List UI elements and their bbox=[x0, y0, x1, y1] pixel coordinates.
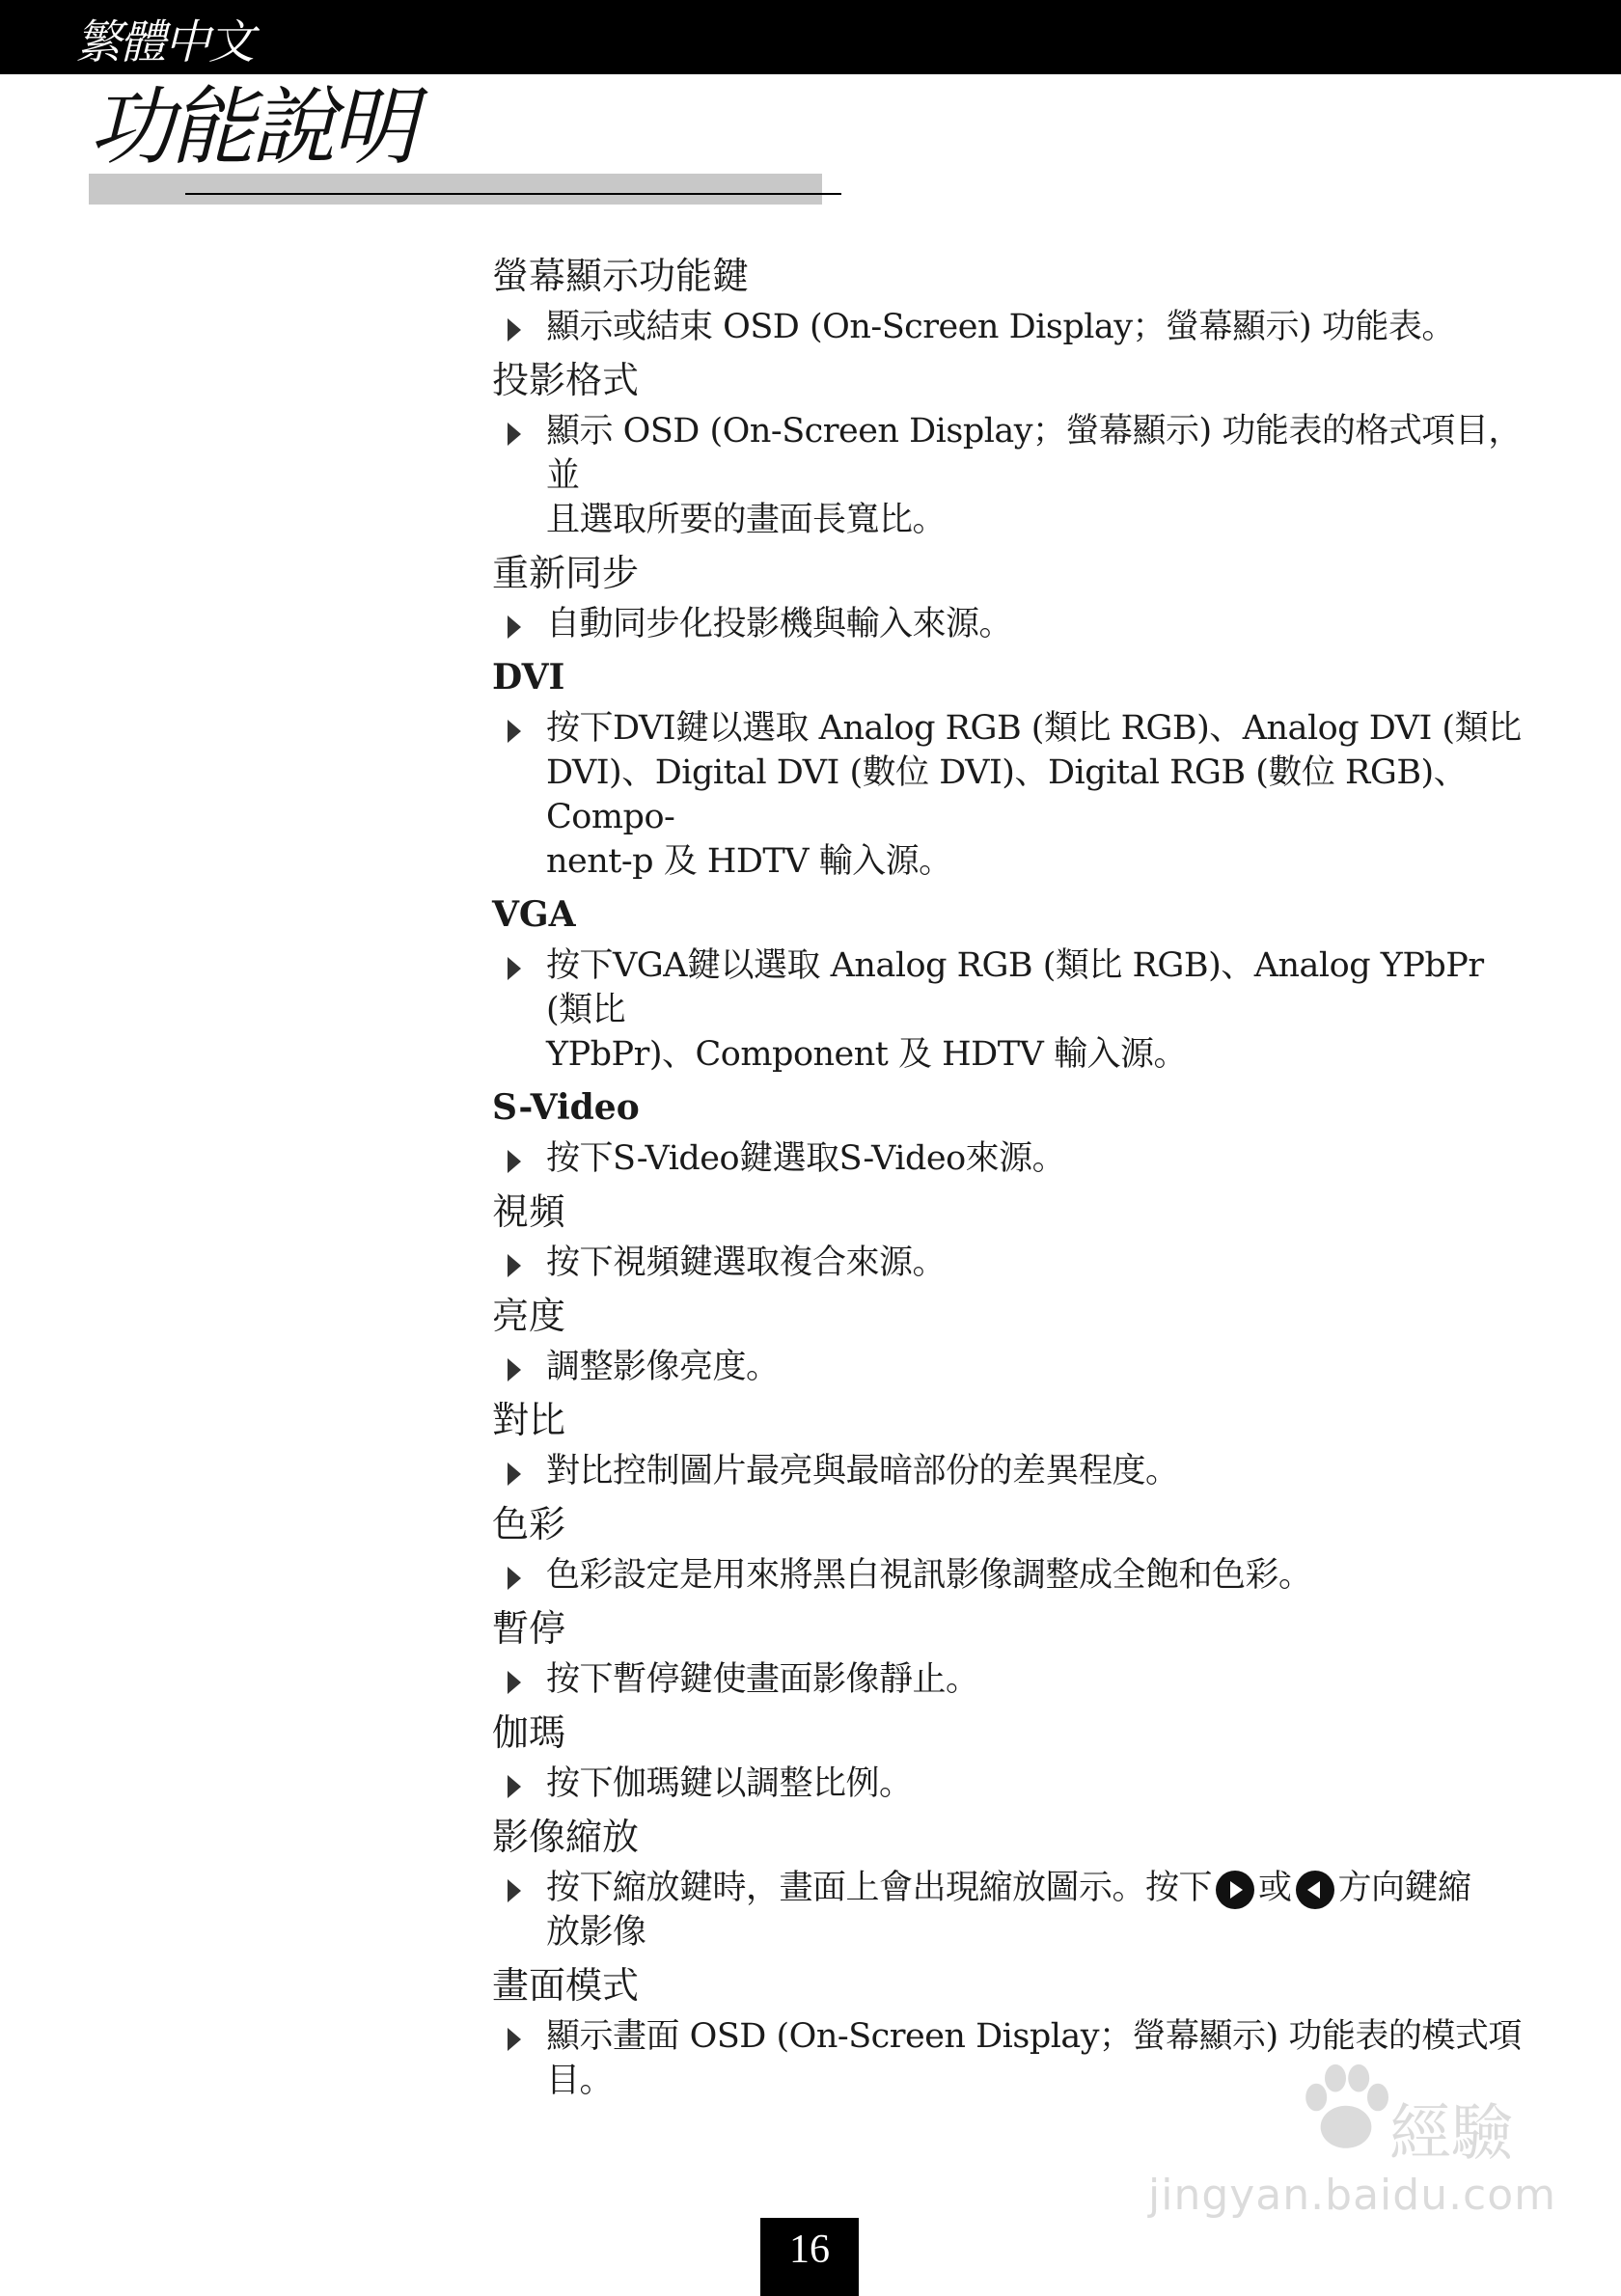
section-osd-key bbox=[492, 247, 1534, 349]
bullet-item bbox=[492, 602, 1534, 646]
bullet-item bbox=[492, 1241, 1534, 1285]
bullet-item bbox=[492, 1345, 1534, 1389]
bullet-item bbox=[492, 1553, 1534, 1598]
bullet-text: 按下DVI鍵以選取 Analog RGB (類比 RGB)、Analog DVI (類比 DVI)、Digital DVI (數位 DVI)、Digital RGB (數位 RGB)、Compo- nent-p 及 HDTV 輸入源。 bbox=[546, 709, 1522, 881]
paw-icon bbox=[1293, 2055, 1399, 2161]
section-heading: 色彩 bbox=[492, 1503, 566, 1545]
section-heading: 伽瑪 bbox=[492, 1711, 566, 1754]
bullet-text: 顯示 OSD (On-Screen Display；螢幕顯示) 功能表的格式項目，並 且選取所要的畫面長寬比。 bbox=[546, 412, 1522, 539]
left-arrow-circle-icon bbox=[1296, 1871, 1334, 1909]
watermark-brand-text: 經驗 bbox=[1389, 2098, 1513, 2170]
bullet-text: 自動同步化投影機與輸入來源。 bbox=[546, 605, 1013, 643]
section-vga bbox=[492, 886, 1534, 1077]
bullet-text: 顯示或結束 OSD (On-Screen Display；螢幕顯示) 功能表。 bbox=[546, 308, 1455, 346]
bullet-item bbox=[492, 1762, 1534, 1806]
right-arrow-circle-icon bbox=[1216, 1871, 1254, 1909]
bullet-item bbox=[492, 1449, 1534, 1493]
triangle-bullet-icon bbox=[508, 1567, 521, 1590]
section-dvi bbox=[492, 648, 1534, 884]
section-heading: DVI bbox=[492, 657, 565, 697]
section-zoom bbox=[492, 1808, 1534, 1954]
bullet-item bbox=[492, 305, 1534, 349]
triangle-bullet-icon bbox=[508, 1879, 521, 1902]
section-contrast bbox=[492, 1391, 1534, 1493]
triangle-bullet-icon bbox=[508, 1150, 521, 1173]
triangle-bullet-icon bbox=[508, 1358, 521, 1381]
triangle-bullet-icon bbox=[508, 720, 521, 743]
zoom-text-part2: 方向鍵縮 放影像 bbox=[546, 1869, 1471, 1952]
section-freeze bbox=[492, 1599, 1534, 1702]
content-column bbox=[492, 247, 1534, 2105]
section-heading: VGA bbox=[492, 894, 576, 935]
triangle-bullet-icon bbox=[508, 318, 521, 342]
bullet-text: 按下伽瑪鍵以調整比例。 bbox=[546, 1764, 913, 1803]
bullet-item bbox=[492, 706, 1534, 884]
bullet-text: 按下S-Video鍵選取S-Video來源。 bbox=[546, 1139, 1066, 1178]
bullet-text: 按下視頻鍵選取複合來源。 bbox=[546, 1244, 947, 1282]
bullet-text: 對比控制圖片最亮與最暗部份的差異程度。 bbox=[546, 1452, 1179, 1490]
bullet-text: 按下暫停鍵使畫面影像靜止。 bbox=[546, 1660, 979, 1699]
section-heading: 螢幕顯示功能鍵 bbox=[492, 255, 750, 297]
watermark-url-text: jingyan.baidu.com bbox=[1148, 2171, 1557, 2220]
title-underline-rule bbox=[185, 193, 841, 195]
section-heading: 暫停 bbox=[492, 1607, 566, 1650]
section-gamma bbox=[492, 1704, 1534, 1806]
section-heading: 亮度 bbox=[492, 1295, 566, 1337]
triangle-bullet-icon bbox=[508, 423, 521, 446]
section-s-video bbox=[492, 1079, 1534, 1181]
triangle-bullet-icon bbox=[508, 1671, 521, 1694]
triangle-bullet-icon bbox=[508, 2028, 521, 2051]
bullet-text: 調整影像亮度。 bbox=[546, 1348, 780, 1386]
bullet-item bbox=[492, 943, 1534, 1077]
page-number: 16 bbox=[760, 2218, 859, 2296]
title-underline-band bbox=[89, 174, 822, 205]
zoom-text-or: 或 bbox=[1258, 1869, 1292, 1907]
section-heading: 投影格式 bbox=[492, 359, 640, 401]
triangle-bullet-icon bbox=[508, 615, 521, 639]
triangle-bullet-icon bbox=[508, 1775, 521, 1798]
bullet-text: 顯示畫面 OSD (On-Screen Display；螢幕顯示) 功能表的模式項 目。 bbox=[546, 2017, 1522, 2100]
bullet-item bbox=[492, 1866, 1534, 1954]
bullet-item bbox=[492, 1136, 1534, 1181]
section-heading: S-Video bbox=[492, 1087, 640, 1128]
bullet-text bbox=[546, 1866, 1534, 1954]
bullet-text: 色彩設定是用來將黑白視訊影像調整成全飽和色彩。 bbox=[546, 1556, 1312, 1595]
bullet-item bbox=[492, 409, 1534, 542]
section-heading: 畫面模式 bbox=[492, 1964, 640, 2007]
section-projection-format bbox=[492, 351, 1534, 542]
section-video bbox=[492, 1183, 1534, 1285]
section-heading: 重新同步 bbox=[492, 552, 640, 594]
triangle-bullet-icon bbox=[508, 957, 521, 980]
zoom-text-part1: 按下縮放鍵時，畫面上會出現縮放圖示。按下 bbox=[546, 1869, 1213, 1907]
triangle-bullet-icon bbox=[508, 1254, 521, 1277]
triangle-bullet-icon bbox=[508, 1462, 521, 1486]
top-header-bar bbox=[0, 0, 1621, 74]
language-label: 繁體中文 bbox=[75, 15, 254, 69]
section-color bbox=[492, 1495, 1534, 1598]
section-heading: 影像縮放 bbox=[492, 1816, 640, 1858]
section-heading: 對比 bbox=[492, 1399, 566, 1441]
page-title: 功能說明 bbox=[89, 77, 414, 177]
section-brightness bbox=[492, 1287, 1534, 1389]
section-resync bbox=[492, 544, 1534, 646]
section-heading: 視頻 bbox=[492, 1190, 566, 1233]
bullet-text: 按下VGA鍵以選取 Analog RGB (類比 RGB)、Analog YPbPr (類比 YPbPr)、Component 及 HDTV 輸入源。 bbox=[546, 946, 1484, 1074]
bullet-item bbox=[492, 1657, 1534, 1702]
baidu-watermark bbox=[1148, 2055, 1557, 2238]
